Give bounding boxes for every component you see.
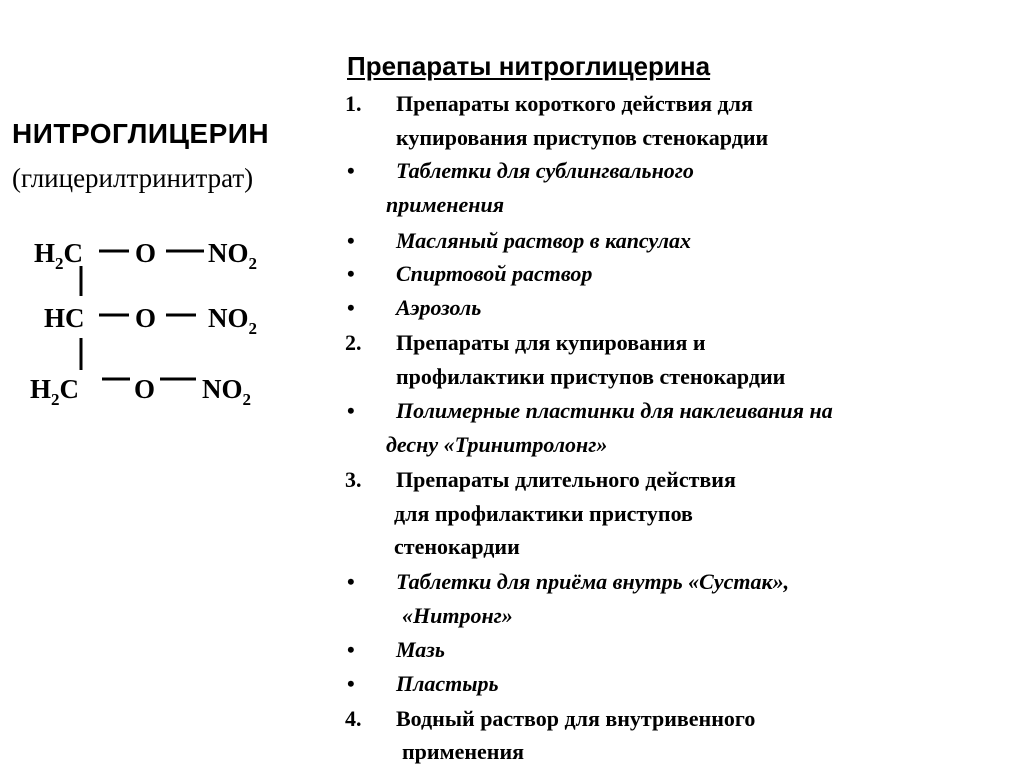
section-2-line-2: профилактики приступов стенокардии (396, 364, 786, 389)
preparations-title: Препараты нитроглицерина (347, 51, 711, 81)
section-3-number: 3. (345, 467, 362, 492)
item-alcohol-solution: Спиртовой раствор (396, 261, 593, 286)
row3-group: NO (202, 374, 243, 404)
svg-text:NO2 (208, 238, 257, 273)
item-ointment: Мазь (396, 637, 445, 662)
section-2-line-1: Препараты для купирования и (396, 330, 706, 355)
row3-carbon: H (30, 374, 52, 404)
row2-group-sub: 2 (248, 319, 257, 338)
item-oral-tablets-line-1: Таблетки для приёма внутрь «Сустак», (396, 569, 790, 594)
row3-carbon-sub: 2 (51, 390, 60, 409)
section-1-line-2: купирования приступов стенокардии (396, 125, 769, 150)
formula-row-2 (44, 303, 257, 338)
item-oil-solution: Масляный раствор в капсулах (396, 228, 692, 253)
svg-text:NO2 (208, 303, 257, 338)
row1-carbon-tail: C (63, 238, 84, 268)
section-2-number: 2. (345, 330, 362, 355)
item-polymer-plates-line-1: Полимерные пластинки для наклеивания на (396, 398, 833, 423)
bullet: • (347, 671, 355, 696)
row1-group: NO (208, 238, 249, 268)
row1-oxygen: O (135, 238, 157, 268)
section-4-number: 4. (345, 706, 362, 731)
row2-oxygen: O (135, 303, 157, 333)
row1-group-sub: 2 (248, 254, 257, 273)
compound-name: НИТРОГЛИЦЕРИН (12, 118, 270, 149)
bullet: • (347, 569, 355, 594)
formula-row-3 (30, 374, 251, 409)
bullet: • (347, 637, 355, 662)
bullet: • (347, 261, 355, 286)
row3-oxygen: O (134, 374, 156, 404)
formula-row-1 (34, 238, 257, 273)
row1-carbon: H (34, 238, 56, 268)
structural-formula (0, 220, 300, 420)
section-4-line-1: Водный раствор для внутривенного (396, 706, 756, 731)
item-patch: Пластырь (396, 671, 499, 696)
section-4-line-2: применения (402, 739, 525, 764)
bullet: • (347, 228, 355, 253)
item-polymer-plates-line-2: десну «Тринитролонг» (386, 432, 608, 457)
row3-carbon-tail: C (59, 374, 80, 404)
section-3-line-2: для профилактики приступов (394, 501, 693, 526)
item-sublingual-tablets-line-1: Таблетки для сублингвального (396, 158, 694, 183)
section-1-number: 1. (345, 91, 362, 116)
item-aerosol: Аэрозоль (396, 295, 482, 320)
bullet: • (347, 295, 355, 320)
row1-carbon-sub: 2 (55, 254, 64, 273)
item-oral-tablets-line-2: «Нитронг» (402, 603, 513, 628)
item-sublingual-tablets-line-2: применения (386, 192, 505, 217)
bullet: • (347, 398, 355, 423)
bullet: • (347, 158, 355, 183)
svg-text:NO2 (202, 374, 251, 409)
section-3-line-1: Препараты длительного действия (396, 467, 736, 492)
section-1-line-1: Препараты короткого действия для (396, 91, 753, 116)
row3-group-sub: 2 (242, 390, 251, 409)
row2-carbon: HC (44, 303, 85, 333)
svg-text:H2C (34, 238, 83, 273)
row2-group: NO (208, 303, 249, 333)
section-3-line-3: стенокардии (394, 534, 520, 559)
svg-text:H2C (30, 374, 79, 409)
compound-synonym: (глицерилтринитрат) (12, 163, 254, 193)
